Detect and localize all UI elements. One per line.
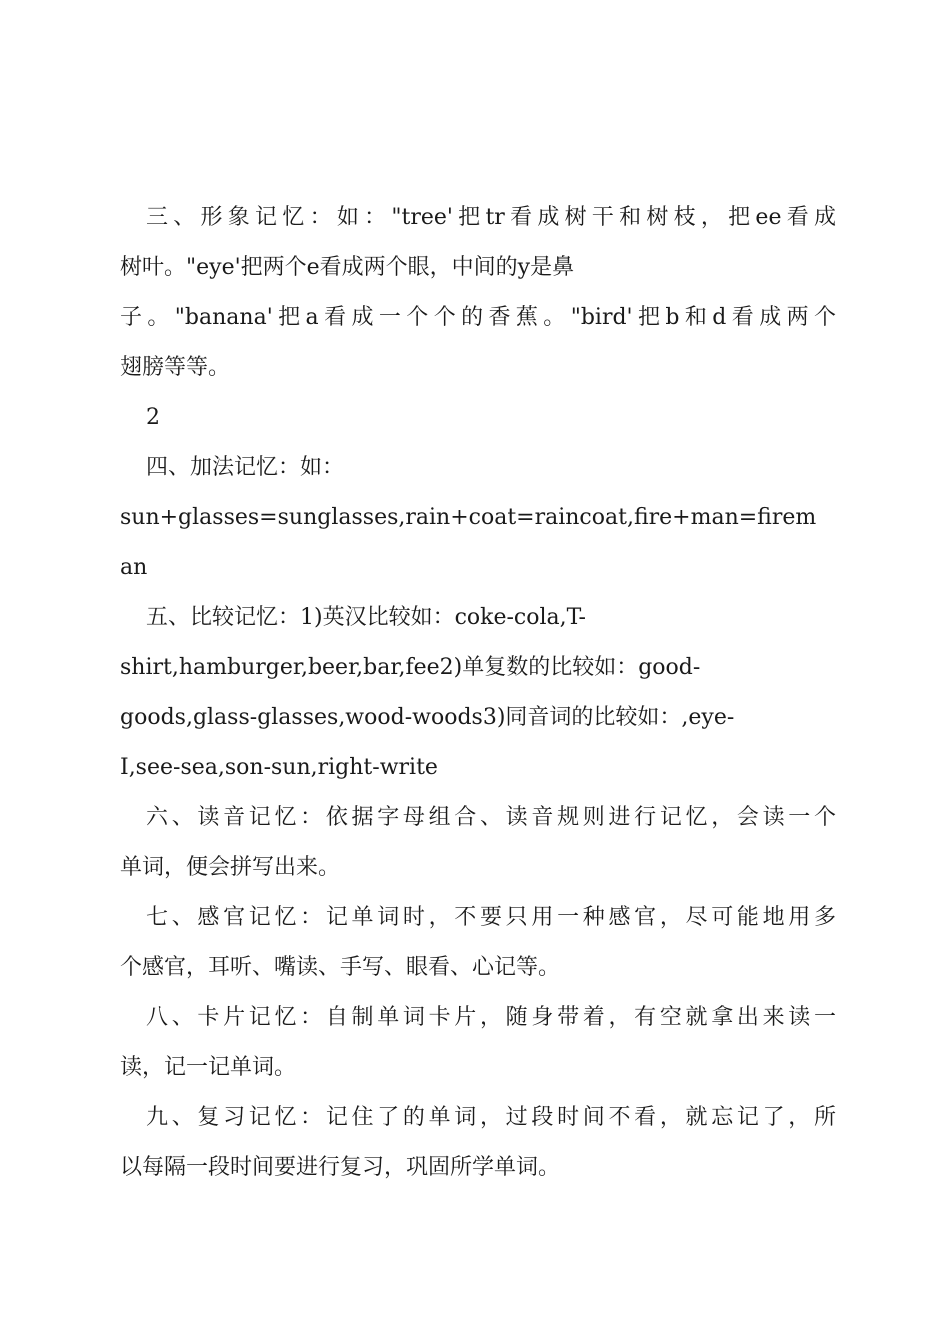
text-line: sun+glasses=sunglasses,rain+coat=raincoat,fire+man=firem xyxy=(120,505,817,530)
text-line: 七、感官记忆：记单词时，不要只用一种感官，尽可能地用多 xyxy=(146,905,836,930)
text-line: 八、卡片记忆：自制单词卡片，随身带着，有空就拿出来读一 xyxy=(146,1005,836,1030)
text-line: 以每隔一段时间要进行复习，巩固所学单词。 xyxy=(120,1155,561,1180)
text-line: 子。"banana'把a看成一个个的香蕉。"bird'把b和d看成两个 xyxy=(120,305,836,330)
text-line: 翅膀等等。 xyxy=(120,355,231,380)
text-line: an xyxy=(120,555,148,580)
text-line: 九、复习记忆：记住了的单词，过段时间不看，就忘记了，所 xyxy=(146,1105,836,1130)
page-number: 2 xyxy=(146,405,160,430)
document-body xyxy=(120,193,836,1193)
text-line: shirt,hamburger,beer,bar,fee2)单复数的比较如：good- xyxy=(120,655,701,680)
text-line: 单词，便会拼写出来。 xyxy=(120,855,341,880)
text-line: 树叶。"eye'把两个e看成两个眼，中间的y是鼻 xyxy=(120,255,575,280)
text-line: 六、读音记忆：依据字母组合、读音规则进行记忆，会读一个 xyxy=(146,805,836,830)
text-line: goods,glass-glasses,wood-woods3)同音词的比较如：,eye- xyxy=(120,705,735,730)
text-line: I,see-sea,son-sun,right-write xyxy=(120,755,438,780)
text-line: 三、形象记忆：如："tree'把tr看成树干和树枝，把ee看成 xyxy=(146,205,836,230)
text-line: 个感官，耳听、嘴读、手写、眼看、心记等。 xyxy=(120,955,561,980)
text-line: 五、比较记忆：1)英汉比较如：coke-cola,T- xyxy=(146,605,586,630)
text-line: 读，记一记单词。 xyxy=(120,1055,297,1080)
text-line: 四、加法记忆：如： xyxy=(146,455,345,480)
